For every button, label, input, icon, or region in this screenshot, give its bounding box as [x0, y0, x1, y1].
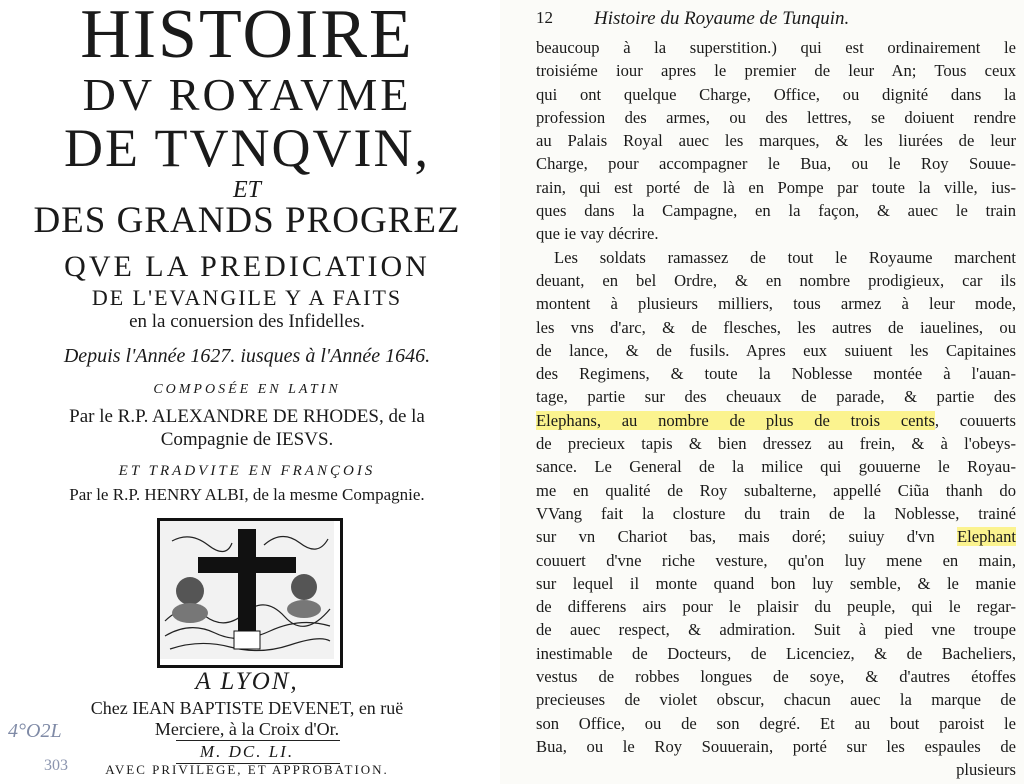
text-line: deuant, en bel Ordre, & en nombre prodigieux, car ils	[536, 270, 1016, 290]
title-page	[0, 0, 494, 784]
imprint-privilege: AVEC PRIVILEGE, ET APPROBATION.	[105, 762, 389, 777]
highlighted-phrase: Elephant	[957, 527, 1016, 547]
title-predication: QVE LA PREDICATION	[64, 250, 430, 283]
text-line: tage, partie sur des cheuaux de parade, & partie des	[536, 387, 1016, 407]
printer-device-illustration	[157, 518, 343, 668]
text-line: beaucoup à la superstition.) qui est ordinairement le	[536, 38, 1016, 57]
text-line: Bua, ou le Roy Souuerain, porté sur les espaules de	[536, 736, 1016, 756]
text-line: Charge, pour accompagner le Bua, ou le Roy Souue-	[536, 154, 1016, 174]
text-line: ques dans la Campagne, en la façon, & auec le train	[536, 201, 1016, 221]
text-line: rain, qui est porté de là en Pompe par toute la ville, ius-	[536, 177, 1016, 197]
text-line: vestus de robbes longues de soye, & d'autres étoffes	[536, 667, 1016, 687]
imprint-city: A LYON,	[195, 668, 299, 695]
imprint-date: M. DC. LI.	[199, 742, 295, 761]
text-line: VVang fait la closture du train de la Noblesse, trainé	[536, 503, 1016, 523]
text-line: couuert d'vne riche vesture, qu'on luy mene en main,	[536, 550, 1016, 570]
title-author: Par le R.P. ALEXANDRE DE RHODES, de la	[69, 406, 425, 427]
title-et: ET	[232, 177, 261, 203]
page-number: 12	[536, 8, 553, 27]
text-line: des Regimens, & toute la Noblesse montée à l'auan-	[536, 364, 1016, 384]
text-line: qui ont quelque Charge, Office, ou dignité dans la	[536, 84, 1016, 104]
highlighted-phrase: Elephans, au nombre de plus de trois cents	[536, 410, 935, 430]
imprint-address: Merciere, à la Croix d'Or.	[154, 719, 340, 739]
title-composee: COMPOSÉE EN LATIN	[153, 382, 341, 397]
text-line: sance. Le General de la milice qui gouuerne le Royau-	[536, 457, 1016, 477]
text-line: profession des armes, ou des lettres, se doiuent rendre	[536, 107, 1016, 127]
title-translator: Par le R.P. HENRY ALBI, de la mesme Compagnie.	[69, 485, 425, 504]
title-grands-progrez: DES GRANDS PROGREZ	[33, 200, 461, 241]
text-line: de auec respect, & admiration. Suit à pied vne troupe	[536, 620, 1016, 640]
text-line: au Palais Royal auec les marques, & les liurées de leur	[536, 131, 1016, 151]
text-line: me en qualité de Roy subalterne, appellé Ciũa thanh do	[536, 480, 1016, 500]
text-line: de precieux tapis & bien dressez au frein, & à l'obeys-	[536, 434, 1016, 454]
page-header	[536, 8, 1016, 32]
title-histoire: HISTOIRE	[80, 0, 414, 73]
title-compagnie: Compagnie de IESVS.	[160, 429, 334, 450]
title-years: Depuis l'Année 1627. iusques à l'Année 1646.	[63, 345, 431, 367]
text-line: les vns d'arc, & de flesches, les autres de iauelines, ou	[536, 317, 1016, 337]
title-evangile: DE L'EVANGILE Y A FAITS	[91, 285, 403, 310]
text-line: montent à plusieurs milliers, tous armez à leur mode,	[536, 294, 1016, 314]
title-de-tunquin: DE TVNQVIN,	[64, 118, 430, 178]
text-line: que ie vay décrire.	[536, 224, 659, 244]
text-line: Elephans, au nombre de plus de trois cents, couuerts	[536, 410, 1016, 430]
archive-number: 303	[44, 757, 68, 774]
title-du-royaume: DV ROYAVME	[82, 69, 412, 120]
text-line: son Office, ou de son degré. Et au bout paroist le	[536, 713, 1016, 733]
text-line: inestimable de Docteurs, de Licenciez, & de Bacheliers,	[536, 643, 1016, 663]
title-conversion: en la conuersion des Infidelles.	[129, 311, 365, 332]
text-line: de differens airs pour le plaisir du peuple, qui le regar-	[536, 597, 1016, 617]
text-line: troisiéme iour apres le premier de leur An; Tous ceux	[536, 61, 1016, 81]
title-traduite: ET TRADVITE EN FRANÇOIS	[118, 463, 376, 479]
cross-vignette-icon	[160, 521, 334, 659]
imprint-publisher: Chez IEAN BAPTISTE DEVENET, en ruë	[90, 698, 404, 718]
text-line: sur lequel il monte quand bon luy semble, & le manie	[536, 573, 1016, 593]
text-line: precieuses de violet obscur, chacun auec la marque de	[536, 690, 1016, 710]
text-line: plusieurs	[956, 760, 1016, 780]
body-text	[536, 36, 1016, 782]
text-line: de lance, & de fusils. Apres eux suiuent les Capitaines	[536, 340, 1016, 360]
text-line: sur vn Chariot bas, mais doré; suiuy d'vn Elephant	[536, 527, 1016, 547]
text-line: Les soldats ramassez de tout le Royaume marchent	[554, 247, 1016, 267]
archive-shelfmark: 4°O2L	[8, 720, 62, 742]
running-head: Histoire du Royaume de Tunquin.	[594, 8, 850, 29]
text-page	[500, 0, 1024, 784]
